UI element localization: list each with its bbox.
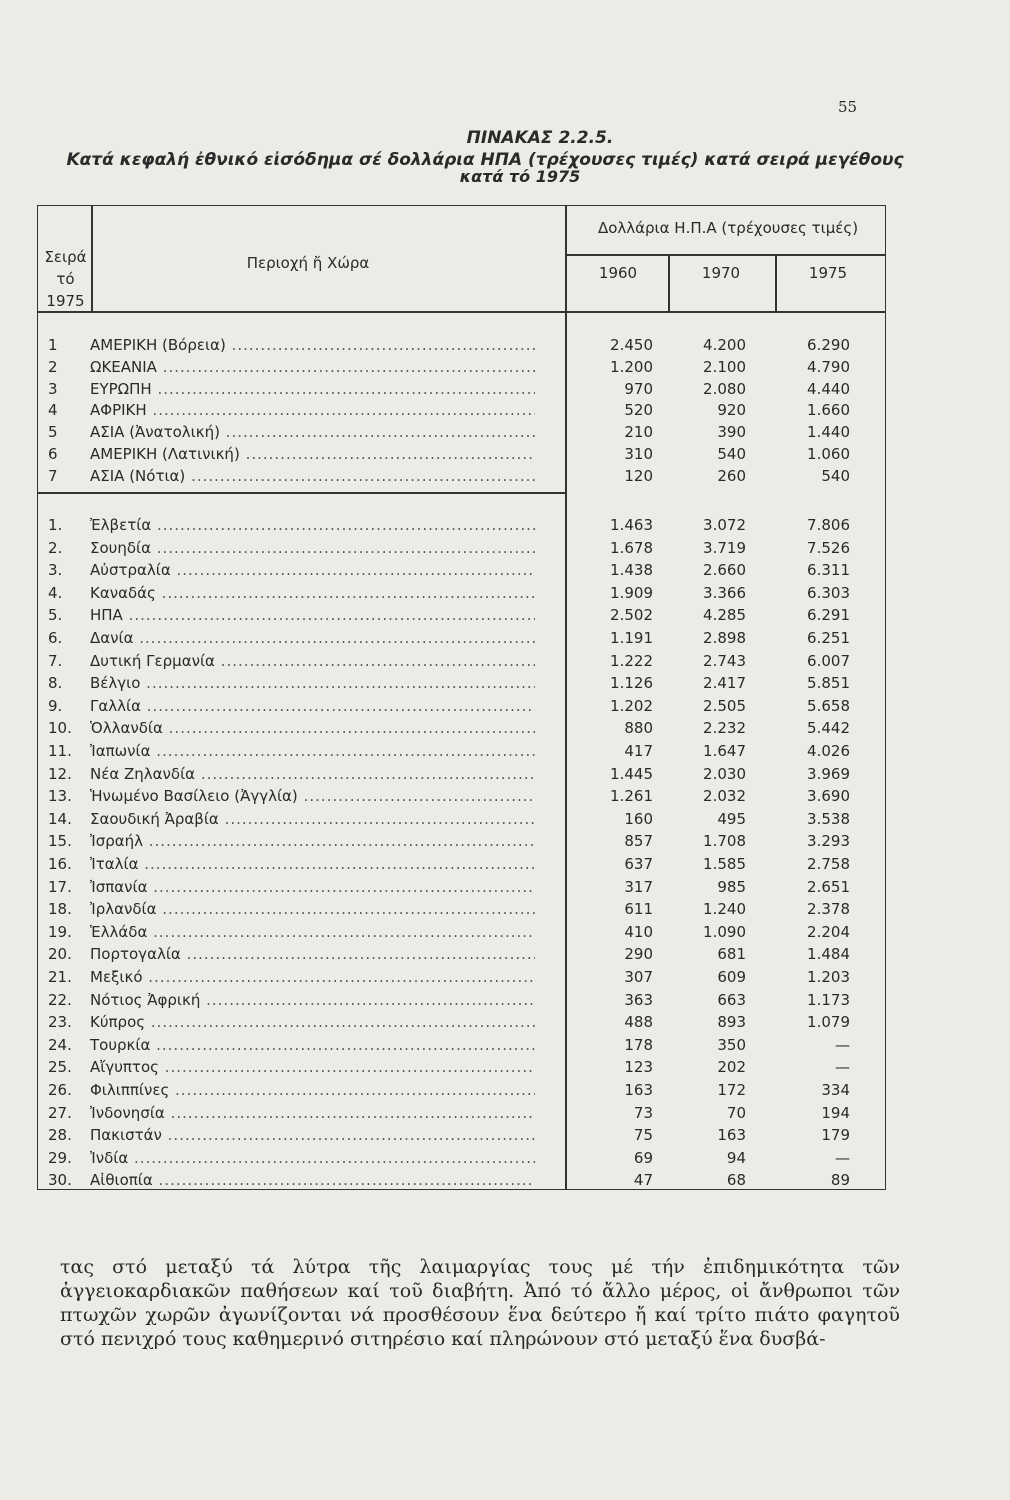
table-row bbox=[38, 991, 887, 1013]
value-1975-cell: 6.311 bbox=[807, 561, 850, 580]
rank-cell: 2. bbox=[48, 538, 63, 557]
rank-cell: 17. bbox=[48, 877, 72, 896]
value-1970-cell: 2.032 bbox=[703, 787, 746, 806]
rank-cell: 16. bbox=[48, 855, 72, 873]
value-1975-cell: 6.251 bbox=[807, 629, 850, 647]
value-1970-cell: 1.240 bbox=[703, 900, 746, 919]
region-name-cell: Ἑλλάδα ..... bbox=[90, 923, 535, 941]
rank-cell: 14. bbox=[48, 809, 72, 828]
table-row bbox=[38, 445, 887, 467]
rank-cell: 4. bbox=[48, 583, 63, 602]
table-row bbox=[38, 1081, 887, 1103]
rank-cell: 3 bbox=[48, 379, 58, 398]
value-1960-cell: 410 bbox=[624, 922, 653, 941]
rank-cell: 5 bbox=[48, 423, 58, 442]
value-1975-cell: 334 bbox=[821, 1081, 850, 1099]
table-row bbox=[38, 584, 887, 606]
value-1970-cell: 260 bbox=[717, 466, 746, 485]
rank-cell: 7 bbox=[48, 466, 58, 485]
region-name-cell: Ἰρλανδία ..... bbox=[90, 900, 535, 918]
region-name-cell: ΑΣΙΑ (Νότια) ..... bbox=[90, 467, 535, 485]
table-row bbox=[38, 923, 887, 945]
region-name-cell: Δανία ..... bbox=[90, 629, 535, 647]
table-row bbox=[38, 697, 887, 719]
rank-cell: 12. bbox=[48, 764, 72, 783]
header-rank: Σειρά τό 1975 bbox=[44, 248, 87, 310]
rank-cell: 23. bbox=[48, 1013, 72, 1032]
value-1960-cell: 310 bbox=[624, 445, 653, 463]
value-1970-cell: 681 bbox=[717, 945, 746, 964]
value-1960-cell: 1.678 bbox=[610, 538, 653, 557]
region-name-cell: ΩΚΕΑΝΙΑ ..... bbox=[90, 358, 535, 376]
region-name-cell: Καναδάς ..... bbox=[90, 584, 535, 602]
value-1975-cell: 1.484 bbox=[807, 945, 850, 964]
region-name-cell: Ἰσραήλ ..... bbox=[90, 832, 535, 850]
rank-cell: 3. bbox=[48, 561, 63, 580]
rank-cell: 29. bbox=[48, 1148, 72, 1167]
rank-cell: 25. bbox=[48, 1058, 72, 1077]
value-1970-cell: 172 bbox=[717, 1081, 746, 1099]
value-1960-cell: 317 bbox=[624, 877, 653, 896]
value-1960-cell: 970 bbox=[624, 379, 653, 398]
rank-cell: 15. bbox=[48, 832, 72, 851]
value-1970-cell: 1.708 bbox=[703, 832, 746, 851]
region-name-cell: Φιλιππίνες ..... bbox=[90, 1081, 535, 1099]
value-1960-cell: 520 bbox=[624, 401, 653, 420]
region-name-cell: Αἴγυπτος ..... bbox=[90, 1058, 535, 1076]
income-table bbox=[37, 205, 886, 1190]
value-1975-cell: 1.440 bbox=[807, 423, 850, 442]
rank-cell: 28. bbox=[48, 1126, 72, 1145]
region-name-cell: Σουηδία ..... bbox=[90, 539, 535, 557]
value-1975-cell: — bbox=[835, 1148, 850, 1167]
value-1975-cell: 5.442 bbox=[807, 719, 850, 738]
value-1975-cell: 6.290 bbox=[807, 336, 850, 354]
table-row bbox=[38, 1036, 887, 1058]
header-1960: 1960 bbox=[598, 264, 638, 282]
value-1975-cell: 1.060 bbox=[807, 445, 850, 463]
rank-cell: 6. bbox=[48, 629, 63, 647]
value-1970-cell: 70 bbox=[726, 1103, 746, 1122]
rank-cell: 6 bbox=[48, 445, 58, 463]
table-title: ΠΙΝΑΚΑΣ 2.2.5. bbox=[466, 128, 614, 148]
table-subtitle-year: κατά τό 1975 bbox=[459, 167, 581, 186]
value-1975-cell: 6.291 bbox=[807, 606, 850, 625]
value-1975-cell: 4.440 bbox=[807, 379, 850, 398]
value-1960-cell: 2.502 bbox=[610, 606, 653, 625]
value-1970-cell: 2.080 bbox=[703, 379, 746, 398]
region-name-cell: Αἰθιοπία ..... bbox=[90, 1171, 535, 1189]
table-row bbox=[38, 1013, 887, 1035]
value-1975-cell: 3.969 bbox=[807, 764, 850, 783]
value-1970-cell: 4.285 bbox=[703, 606, 746, 625]
region-name-cell: ΗΠΑ ..... bbox=[90, 606, 535, 624]
region-name-cell: Ἡνωμένο Βασίλειο (Ἀγγλία) ..... bbox=[90, 787, 535, 805]
value-1975-cell: 1.173 bbox=[807, 990, 850, 1009]
value-1975-cell: 1.079 bbox=[807, 1013, 850, 1032]
value-1975-cell: — bbox=[835, 1035, 850, 1054]
header-dollars: Δολλάρια Η.Π.Α (τρέχουσες τιμές) bbox=[597, 219, 859, 237]
value-1970-cell: 2.232 bbox=[703, 719, 746, 738]
rank-cell: 11. bbox=[48, 742, 72, 760]
value-1960-cell: 73 bbox=[633, 1103, 653, 1122]
table-row bbox=[38, 561, 887, 583]
value-1970-cell: 985 bbox=[717, 877, 746, 896]
value-1975-cell: 194 bbox=[821, 1103, 850, 1122]
value-1970-cell: 540 bbox=[717, 445, 746, 463]
value-1970-cell: 3.072 bbox=[703, 516, 746, 534]
value-1975-cell: 540 bbox=[821, 466, 850, 485]
value-1975-cell: 7.806 bbox=[807, 516, 850, 534]
table-row bbox=[38, 1126, 887, 1148]
rank-cell: 21. bbox=[48, 968, 72, 986]
table-row bbox=[38, 516, 887, 538]
table-row bbox=[38, 606, 887, 628]
region-name-cell: Ἰσπανία ..... bbox=[90, 878, 535, 896]
value-1960-cell: 120 bbox=[624, 466, 653, 485]
value-1975-cell: 7.526 bbox=[807, 538, 850, 557]
table-row bbox=[38, 832, 887, 854]
value-1970-cell: 1.090 bbox=[703, 922, 746, 941]
value-1975-cell: — bbox=[835, 1058, 850, 1077]
value-1960-cell: 178 bbox=[624, 1035, 653, 1054]
value-1960-cell: 69 bbox=[633, 1148, 653, 1167]
value-1960-cell: 1.909 bbox=[610, 583, 653, 602]
region-name-cell: ΑΣΙΑ (Ἀνατολική) ..... bbox=[90, 423, 535, 441]
value-1975-cell: 2.758 bbox=[807, 855, 850, 873]
value-1975-cell: 1.203 bbox=[807, 968, 850, 986]
value-1960-cell: 1.445 bbox=[610, 764, 653, 783]
rank-cell: 2 bbox=[48, 357, 58, 376]
region-name-cell: ΕΥΡΩΠΗ ..... bbox=[90, 380, 535, 398]
value-1970-cell: 68 bbox=[726, 1171, 746, 1190]
value-1970-cell: 1.647 bbox=[703, 742, 746, 760]
value-1975-cell: 3.690 bbox=[807, 787, 850, 806]
region-name-cell: Πακιστάν ..... bbox=[90, 1126, 535, 1144]
table-row bbox=[38, 652, 887, 674]
table-row bbox=[38, 629, 887, 651]
region-name-cell: Πορτογαλία ..... bbox=[90, 945, 535, 963]
value-1960-cell: 488 bbox=[624, 1013, 653, 1032]
page-number: 55 bbox=[838, 98, 858, 116]
table-row bbox=[38, 742, 887, 764]
value-1960-cell: 290 bbox=[624, 945, 653, 964]
table-row bbox=[38, 336, 887, 358]
value-1960-cell: 1.126 bbox=[610, 674, 653, 693]
value-1970-cell: 2.030 bbox=[703, 764, 746, 783]
value-1975-cell: 6.007 bbox=[807, 651, 850, 670]
table-row bbox=[38, 1171, 887, 1193]
rank-cell: 20. bbox=[48, 945, 72, 964]
value-1975-cell: 5.658 bbox=[807, 696, 850, 715]
value-1970-cell: 3.719 bbox=[703, 538, 746, 557]
region-name-cell: Τουρκία ..... bbox=[90, 1036, 535, 1054]
header-1970: 1970 bbox=[701, 264, 741, 282]
rank-cell: 1. bbox=[48, 516, 63, 534]
header-region: Περιοχή ἤ Χώρα bbox=[246, 254, 370, 272]
table-row bbox=[38, 674, 887, 696]
table-row bbox=[38, 945, 887, 967]
table-row bbox=[38, 1058, 887, 1080]
value-1975-cell: 6.303 bbox=[807, 583, 850, 602]
value-1960-cell: 47 bbox=[633, 1171, 653, 1190]
value-1970-cell: 2.100 bbox=[703, 357, 746, 376]
table-row bbox=[38, 401, 887, 423]
value-1970-cell: 663 bbox=[717, 990, 746, 1009]
rank-cell: 19. bbox=[48, 922, 72, 941]
value-1975-cell: 2.204 bbox=[807, 922, 850, 941]
table-row bbox=[38, 878, 887, 900]
region-name-cell: ΑΜΕΡΙΚΗ (Βόρεια) ..... bbox=[90, 336, 535, 354]
value-1970-cell: 893 bbox=[717, 1013, 746, 1032]
value-1970-cell: 163 bbox=[717, 1126, 746, 1145]
rank-cell: 7. bbox=[48, 651, 63, 670]
value-1960-cell: 1.200 bbox=[610, 357, 653, 376]
table-row bbox=[38, 968, 887, 990]
table-row bbox=[38, 855, 887, 877]
region-name-cell: Δυτική Γερμανία ..... bbox=[90, 652, 535, 670]
rank-cell: 26. bbox=[48, 1081, 72, 1099]
header-1975: 1975 bbox=[808, 264, 848, 282]
value-1975-cell: 5.851 bbox=[807, 674, 850, 693]
value-1975-cell: 3.538 bbox=[807, 809, 850, 828]
value-1970-cell: 390 bbox=[717, 423, 746, 442]
value-1975-cell: 4.790 bbox=[807, 357, 850, 376]
value-1970-cell: 1.585 bbox=[703, 855, 746, 873]
body-paragraph: τας στό μεταξύ τά λύτρα τῆς λαιμαργίας τους μέ τήν ἐπιδημικότητα τῶν ἀγγειοκαρδιακῶν παθήσεων καί τοῦ διαβήτη. Ἀπό τό ἄλλο μέρος, οἱ ἄνθρωποι τῶν πτωχῶν χωρῶν ἀγωνίζονται νά προσθέσουν ἕνα δεύτερο ἤ καί τρίτο πιάτο φαγητοῦ στό πενιχρό τους καθημερινό σιτηρέσιο καί πληρώνουν στό μεταξύ ἕνα δυσβά- bbox=[60, 1256, 900, 1350]
region-name-cell: Ἰνδονησία ..... bbox=[90, 1104, 535, 1122]
table-row bbox=[38, 1104, 887, 1126]
value-1960-cell: 1.261 bbox=[610, 787, 653, 806]
region-name-cell: Ἰαπωνία ..... bbox=[90, 742, 535, 760]
value-1960-cell: 1.222 bbox=[610, 651, 653, 670]
value-1960-cell: 611 bbox=[624, 900, 653, 919]
table-row bbox=[38, 539, 887, 561]
value-1970-cell: 2.505 bbox=[703, 696, 746, 715]
value-1960-cell: 163 bbox=[624, 1081, 653, 1099]
rank-cell: 9. bbox=[48, 696, 63, 715]
region-name-cell: Βέλγιο ..... bbox=[90, 674, 535, 692]
table-row bbox=[38, 810, 887, 832]
value-1970-cell: 350 bbox=[717, 1035, 746, 1054]
region-name-cell: ΑΦΡΙΚΗ ..... bbox=[90, 401, 535, 419]
value-1970-cell: 2.660 bbox=[703, 561, 746, 580]
value-1970-cell: 609 bbox=[717, 968, 746, 986]
table-row bbox=[38, 380, 887, 402]
region-name-cell: Νέα Ζηλανδία ..... bbox=[90, 765, 535, 783]
value-1960-cell: 2.450 bbox=[610, 336, 653, 354]
rank-cell: 24. bbox=[48, 1035, 72, 1054]
value-1975-cell: 3.293 bbox=[807, 832, 850, 851]
table-row bbox=[38, 423, 887, 445]
table-row bbox=[38, 1149, 887, 1171]
value-1970-cell: 202 bbox=[717, 1058, 746, 1077]
rank-cell: 4 bbox=[48, 401, 58, 420]
table-subtitle: Κατά κεφαλή ἐθνικό εἰσόδημα σέ δολλάρια ΗΠΑ (τρέχουσες τιμές) κατά σειρά μεγέθους bbox=[66, 150, 904, 170]
table-row bbox=[38, 358, 887, 380]
table-row bbox=[38, 787, 887, 809]
region-name-cell: ΑΜΕΡΙΚΗ (Λατινική) ..... bbox=[90, 445, 535, 463]
rank-cell: 8. bbox=[48, 674, 63, 693]
value-1970-cell: 2.417 bbox=[703, 674, 746, 693]
value-1960-cell: 307 bbox=[624, 968, 653, 986]
value-1970-cell: 920 bbox=[717, 401, 746, 420]
table-row bbox=[38, 765, 887, 787]
rank-cell: 27. bbox=[48, 1103, 72, 1122]
region-name-cell: Αὐστραλία ..... bbox=[90, 561, 535, 579]
value-1975-cell: 4.026 bbox=[807, 742, 850, 760]
value-1960-cell: 637 bbox=[624, 855, 653, 873]
value-1960-cell: 417 bbox=[624, 742, 653, 760]
value-1960-cell: 1.463 bbox=[610, 516, 653, 534]
rank-cell: 13. bbox=[48, 787, 72, 806]
value-1960-cell: 210 bbox=[624, 423, 653, 442]
value-1975-cell: 89 bbox=[830, 1171, 850, 1190]
value-1970-cell: 4.200 bbox=[703, 336, 746, 354]
value-1960-cell: 1.191 bbox=[610, 629, 653, 647]
region-name-cell: Ἰταλία ..... bbox=[90, 855, 535, 873]
table-row bbox=[38, 900, 887, 922]
value-1960-cell: 857 bbox=[624, 832, 653, 851]
region-name-cell: Σαουδική Ἀραβία ..... bbox=[90, 810, 535, 828]
value-1960-cell: 1.202 bbox=[610, 696, 653, 715]
region-name-cell: Γαλλία ..... bbox=[90, 697, 535, 715]
value-1960-cell: 160 bbox=[624, 809, 653, 828]
value-1960-cell: 363 bbox=[624, 990, 653, 1009]
rank-cell: 30. bbox=[48, 1171, 72, 1190]
region-name-cell: Κύπρος ..... bbox=[90, 1013, 535, 1031]
value-1960-cell: 880 bbox=[624, 719, 653, 738]
value-1970-cell: 94 bbox=[726, 1148, 746, 1167]
value-1975-cell: 2.378 bbox=[807, 900, 850, 919]
region-name-cell: Ἐλβετία ..... bbox=[90, 516, 535, 534]
region-name-cell: Μεξικό ..... bbox=[90, 968, 535, 986]
value-1975-cell: 179 bbox=[821, 1126, 850, 1145]
value-1970-cell: 2.743 bbox=[703, 651, 746, 670]
value-1970-cell: 2.898 bbox=[703, 629, 746, 647]
value-1970-cell: 495 bbox=[717, 809, 746, 828]
value-1960-cell: 123 bbox=[624, 1058, 653, 1077]
table-row bbox=[38, 719, 887, 741]
rank-cell: 1 bbox=[48, 336, 58, 354]
value-1975-cell: 1.660 bbox=[807, 401, 850, 420]
region-name-cell: Ἰνδία ..... bbox=[90, 1149, 535, 1167]
rank-cell: 5. bbox=[48, 606, 63, 625]
value-1960-cell: 75 bbox=[633, 1126, 653, 1145]
rank-cell: 10. bbox=[48, 719, 72, 738]
value-1970-cell: 3.366 bbox=[703, 583, 746, 602]
value-1960-cell: 1.438 bbox=[610, 561, 653, 580]
region-name-cell: Ὁλλανδία ..... bbox=[90, 719, 535, 737]
rank-cell: 18. bbox=[48, 900, 72, 919]
rank-cell: 22. bbox=[48, 990, 72, 1009]
region-name-cell: Νότιος Ἀφρική ..... bbox=[90, 991, 535, 1009]
table-row bbox=[38, 467, 887, 489]
value-1975-cell: 2.651 bbox=[807, 877, 850, 896]
